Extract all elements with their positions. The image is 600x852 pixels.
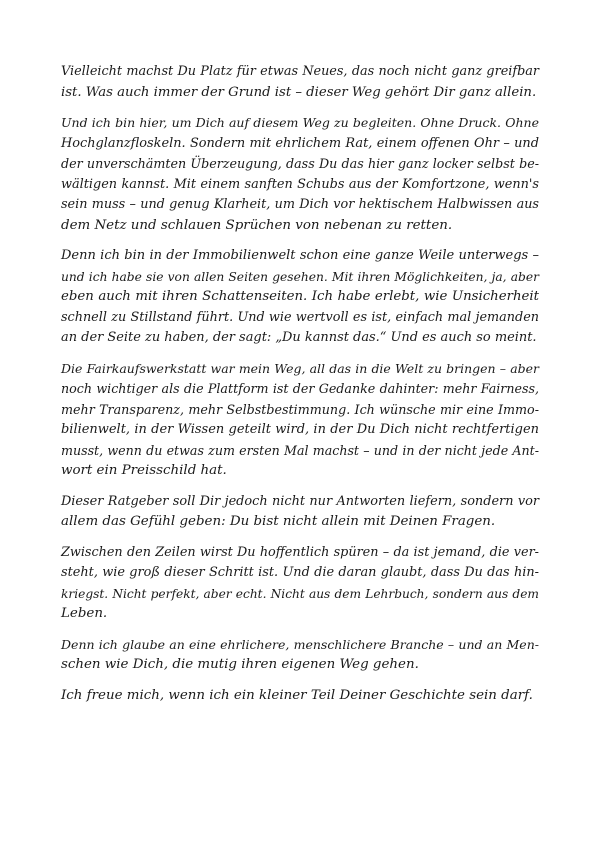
text-line: Ich freue mich, wenn ich ein kleiner Teil Deiner Geschichte sein darf.: [61, 687, 533, 703]
document-page: [61, 62, 539, 716]
paragraph-5: [61, 492, 539, 533]
text-line: Leben.: [61, 606, 108, 621]
text-line: dem Netz und schlauen Sprüchen von nebenan zu retten.: [61, 217, 453, 233]
text-line: Hochglanzfloskeln. Sondern mit ehrlichem Rat, einem offenen Ohr – und: [61, 135, 539, 151]
text-line: und ich habe sie von allen Seiten gesehen. Mit ihren Möglichkeiten, ja, aber: [61, 269, 539, 284]
text-line: der unverschämten Überzeugung, dass Du das hier ganz locker selbst be-: [61, 156, 539, 171]
text-line: Dieser Ratgeber soll Dir jedoch nicht nur Antworten liefern, sondern vor: [61, 493, 539, 509]
text-line: schen wie Dich, die mutig ihren eigenen Weg gehen.: [61, 657, 419, 672]
text-line: mehr Transparenz, mehr Selbstbestimmung. Ich wünsche mir eine Immo-: [61, 401, 539, 417]
text-line: eben auch mit ihren Schattenseiten. Ich habe erlebt, wie Unsicherheit: [61, 289, 539, 304]
paragraph-3: [61, 246, 539, 349]
text-line: Und ich bin hier, um Dich auf diesem Weg zu begleiten. Ohne Druck. Ohne: [61, 115, 539, 130]
text-line: Vielleicht machst Du Platz für etwas Neues, das noch nicht ganz greifbar: [61, 64, 539, 79]
text-line: Die Fairkaufswerkstatt war mein Weg, all das in die Welt zu bringen – aber: [61, 360, 539, 376]
paragraph-4: [61, 359, 539, 482]
text-line: allem das Gefühl geben: Du bist nicht allein mit Deinen Fragen.: [61, 514, 496, 529]
text-line: ist. Was auch immer der Grund ist – dieser Weg gehört Dir ganz allein.: [61, 84, 537, 100]
text-line: sein muss – und genug Klarheit, um Dich vor hektischem Halbwissen aus: [61, 197, 539, 212]
text-line: schnell zu Stillstand führt. Und wie wertvoll es ist, einfach mal jemanden: [61, 309, 539, 325]
paragraph-6: [61, 543, 539, 625]
text-line: kriegst. Nicht perfekt, aber echt. Nicht aus dem Lehrbuch, sondern aus dem: [61, 586, 539, 601]
text-line: wältigen kannst. Mit einem sanften Schubs aus der Komfortzone, wenn's: [61, 176, 539, 192]
paragraph-7: [61, 635, 539, 676]
text-line: an der Seite zu haben, der sagt: „Du kannst das.“ Und es auch so meint.: [61, 330, 537, 345]
text-line: wort ein Preisschild hat.: [61, 463, 227, 478]
text-line: bilienwelt, in der Wissen geteilt wird, in der Du Dich nicht rechtfertigen: [61, 422, 539, 437]
text-line: Denn ich glaube an eine ehrlichere, menschlichere Branche – und an Men-: [61, 636, 539, 652]
text-line: musst, wenn du etwas zum ersten Mal machst – und in der nicht jede Ant-: [61, 442, 539, 458]
paragraph-8: [61, 686, 539, 707]
paragraph-2: [61, 113, 539, 236]
text-line: noch wichtiger als die Plattform ist der Gedanke dahinter: mehr Fairness,: [61, 381, 539, 396]
text-line: Zwischen den Zeilen wirst Du hoffentlich spüren – da ist jemand, die ver-: [61, 544, 539, 560]
text-line: Denn ich bin in der Immobilienwelt schon eine ganze Weile unterwegs –: [61, 248, 539, 263]
paragraph-1: [61, 62, 539, 103]
text-line: steht, wie groß dieser Schritt ist. Und die daran glaubt, dass Du das hin-: [61, 565, 539, 580]
